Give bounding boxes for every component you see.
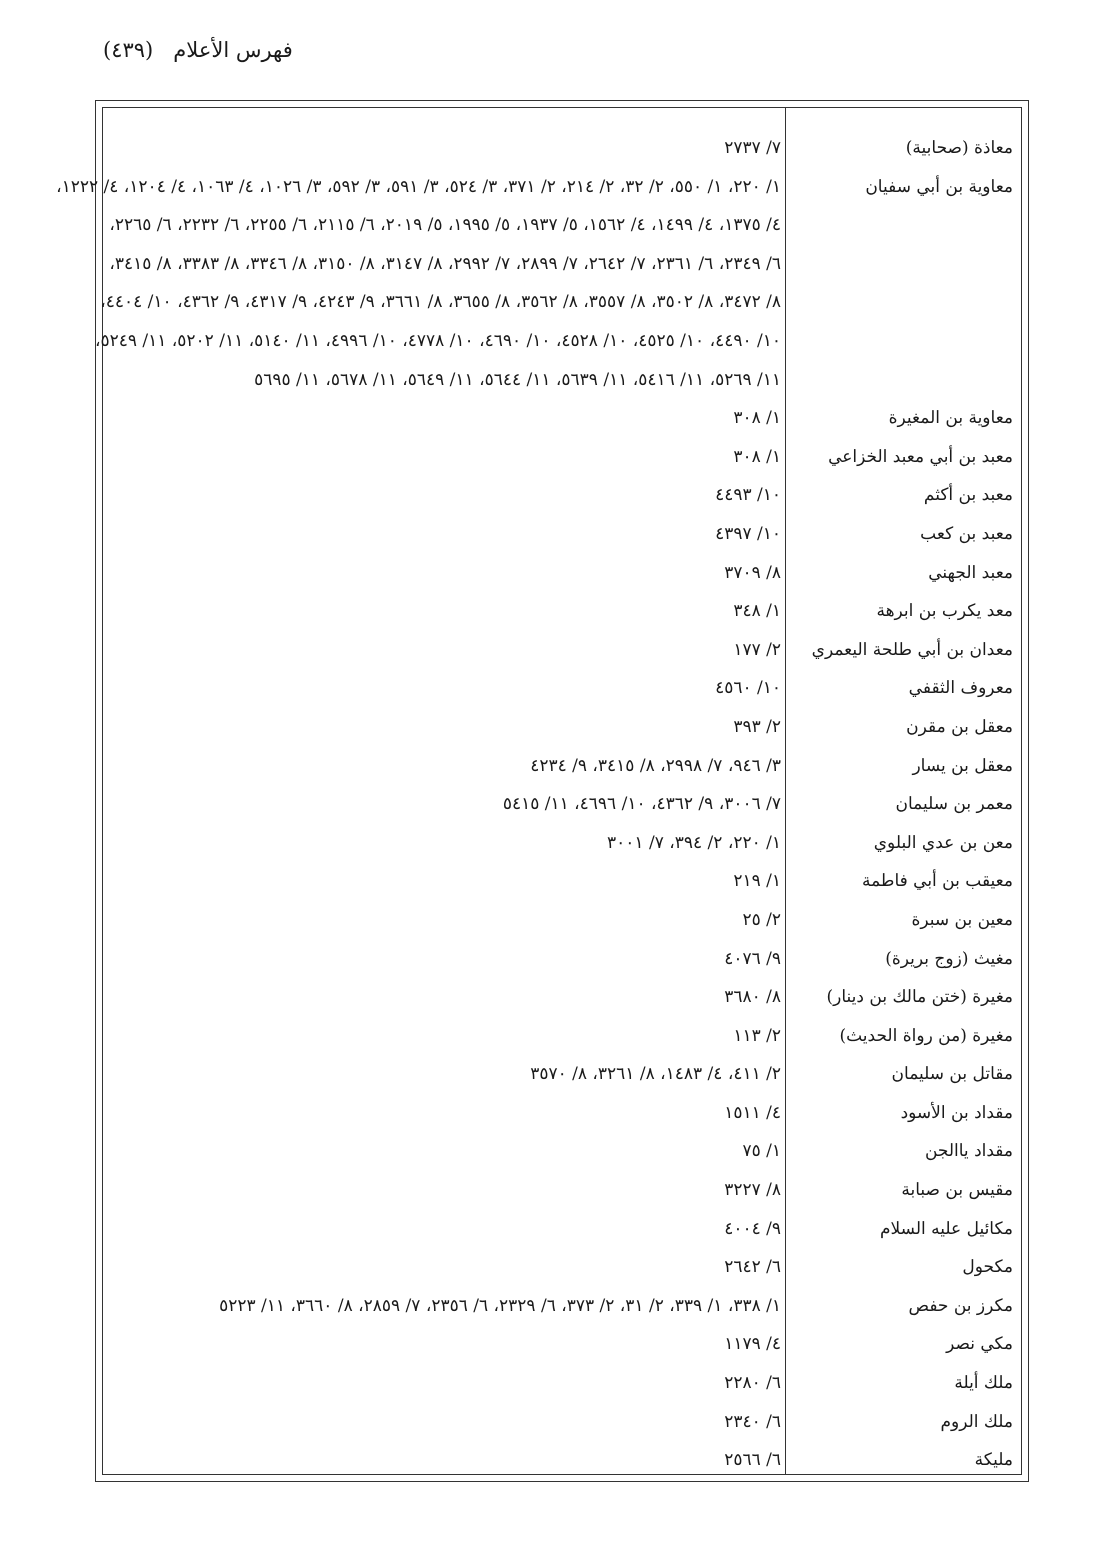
entry-name: معروف الثقفي xyxy=(908,678,1013,699)
entry-references xyxy=(103,794,781,833)
index-entry xyxy=(103,1450,1021,1489)
index-entry xyxy=(103,1257,1021,1296)
index-entry xyxy=(103,601,1021,640)
index-entry xyxy=(103,138,1021,177)
header-title: فهرس الأعلام xyxy=(173,38,293,62)
index-entry xyxy=(103,408,1021,447)
index-entry xyxy=(103,987,1021,1026)
entry-references xyxy=(56,176,781,409)
entry-name: معقل بن يسار xyxy=(912,755,1013,776)
reference-line: ١/ ٣٠٨ xyxy=(733,408,781,429)
entry-references xyxy=(103,1257,781,1296)
entry-references xyxy=(103,871,781,910)
entry-name: مليكة xyxy=(974,1450,1013,1471)
entry-references xyxy=(103,1373,781,1412)
reference-line: ٢/ ٣٩٣ xyxy=(733,716,781,737)
reference-line: ٦/ ٢٥٦٦ xyxy=(724,1450,781,1471)
index-entry xyxy=(103,756,1021,795)
entry-name: معاوية بن أبي سفيان xyxy=(865,176,1013,197)
entry-references xyxy=(103,524,781,563)
entry-name: مغيث (زوج بريرة) xyxy=(885,948,1013,969)
reference-line: ٢/ ١٧٧ xyxy=(733,639,781,660)
entry-name: معبد الجهني xyxy=(928,562,1013,583)
reference-line: ١٠/ ٤٣٩٧ xyxy=(715,523,781,544)
entry-references xyxy=(103,717,781,756)
entry-name: مكي نصر xyxy=(946,1334,1013,1355)
entry-name: معمر بن سليمان xyxy=(895,794,1013,815)
entry-references xyxy=(103,408,781,447)
reference-line: ٨/ ٣٦٨٠ xyxy=(724,987,781,1008)
index-entry xyxy=(103,1180,1021,1219)
index-entries xyxy=(56,138,1021,1489)
entry-name: مكرز بن حفص xyxy=(908,1295,1013,1316)
reference-line: ٦/ ٢٢٨٠ xyxy=(724,1373,781,1394)
index-entry xyxy=(56,176,1021,409)
reference-line: ٤/ ١٥١١ xyxy=(724,1102,781,1123)
entry-references xyxy=(103,1450,781,1489)
index-entry xyxy=(103,949,1021,988)
reference-line: ٨/ ٣٤٧٢، ٨/ ٣٥٠٢، ٨/ ٣٥٥٧، ٨/ ٣٥٦٢، ٨/ ٣٦٥٥، ٨/ ٣٦٦١، ٩/ ٤٢٤٣، ٩/ ٤٣١٧، ٩/ ٤٣٦٢، ١٠/ ٤٤٠٤، xyxy=(100,292,781,313)
reference-line: ٦/ ٢٣٤٩، ٦/ ٢٣٦١، ٧/ ٢٦٤٢، ٧/ ٢٨٩٩، ٧/ ٢٩٩٢، ٨/ ٣١٤٧، ٨/ ٣١٥٠، ٨/ ٣٣٤٦، ٨/ ٣٣٨٣، ٨/ ٣٤١٥، xyxy=(109,253,781,274)
index-entry xyxy=(103,833,1021,872)
reference-line: ٢/ ٢٥ xyxy=(742,909,781,930)
page-number: (٤٣٩) xyxy=(103,38,154,62)
reference-line: ١٠/ ٤٤٩٣ xyxy=(715,485,781,506)
entry-name: مغيرة (ختن مالك بن دينار) xyxy=(826,987,1013,1008)
reference-line: ٣/ ٩٤٦، ٧/ ٢٩٩٨، ٨/ ٣٤١٥، ٩/ ٤٢٣٤ xyxy=(530,755,781,776)
reference-line: ١/ ٢١٩ xyxy=(733,871,781,892)
index-entry xyxy=(103,794,1021,833)
index-entry xyxy=(103,1373,1021,1412)
entry-references xyxy=(103,910,781,949)
entry-name: معد يكرب بن ابرهة xyxy=(876,601,1013,622)
entry-name: معبد بن أكثم xyxy=(923,485,1013,506)
entry-references xyxy=(103,563,781,602)
entry-references xyxy=(103,1219,781,1258)
entry-name: معبد بن كعب xyxy=(920,523,1013,544)
entry-references xyxy=(103,1412,781,1451)
reference-line: ٨/ ٣٧٠٩ xyxy=(724,562,781,583)
entry-references xyxy=(103,833,781,872)
index-entry xyxy=(103,640,1021,679)
entry-name: معين بن سبرة xyxy=(911,909,1013,930)
entry-references xyxy=(103,1103,781,1142)
reference-line: ١/ ٢٢٠، ١/ ٥٥٠، ٢/ ٣٢، ٢/ ٢١٤، ٢/ ٣٧١، ٣/ ٥٢٤، ٣/ ٥٩١، ٣/ ٥٩٢، ٣/ ١٠٢٦، ٤/ ١٠٦٣، ٤/ ١٢٠٤، ٤/ ١٢٢٢، xyxy=(56,176,781,197)
entry-references xyxy=(103,987,781,1026)
running-head xyxy=(103,38,297,62)
entry-references xyxy=(103,1064,781,1103)
index-entry xyxy=(103,1296,1021,1335)
entry-references xyxy=(103,1334,781,1373)
reference-line: ١/ ٢٢٠، ٢/ ٣٩٤، ٧/ ٣٠٠١ xyxy=(607,832,781,853)
reference-line: ٢/ ٤١١، ٤/ ١٤٨٣، ٨/ ٣٢٦١، ٨/ ٣٥٧٠ xyxy=(530,1064,781,1085)
reference-line: ٩/ ٤٠٧٦ xyxy=(724,948,781,969)
entry-name: مقداد ياالجن xyxy=(924,1141,1013,1162)
reference-line: ٤/ ١١٧٩ xyxy=(724,1334,781,1355)
reference-line: ٤/ ١٣٧٥، ٤/ ١٤٩٩، ٤/ ١٥٦٢، ٥/ ١٩٣٧، ٥/ ١٩٩٥، ٥/ ٢٠١٩، ٦/ ٢١١٥، ٦/ ٢٢٥٥، ٦/ ٢٢٣٢، ٦/ ٢٢٦٥، xyxy=(109,215,781,236)
entry-name: مقيس بن صبابة xyxy=(901,1180,1013,1201)
entry-name: معبد بن أبي معبد الخزاعي xyxy=(828,446,1013,467)
entry-references xyxy=(103,138,781,177)
reference-line: ١/ ٣٤٨ xyxy=(733,601,781,622)
entry-references xyxy=(103,678,781,717)
entry-name: معيقب بن أبي فاطمة xyxy=(861,871,1013,892)
entry-name: ملك الروم xyxy=(940,1411,1013,1432)
entry-name: مقاتل بن سليمان xyxy=(891,1064,1013,1085)
reference-line: ٧/ ٢٧٣٧ xyxy=(724,138,781,158)
entry-name: معدان بن أبي طلحة اليعمري xyxy=(811,639,1013,660)
reference-line: ١/ ٧٥ xyxy=(742,1141,781,1162)
entry-references xyxy=(103,1141,781,1180)
index-entry xyxy=(103,524,1021,563)
entry-name: مقداد بن الأسود xyxy=(900,1102,1013,1123)
index-entry xyxy=(103,1064,1021,1103)
entry-references xyxy=(103,756,781,795)
entry-name: معقل بن مقرن xyxy=(906,716,1013,737)
reference-line: ٦/ ٢٣٤٠ xyxy=(724,1411,781,1432)
index-entry xyxy=(103,1026,1021,1065)
reference-line: ٢/ ١١٣ xyxy=(733,1025,781,1046)
index-entry xyxy=(103,485,1021,524)
reference-line: ١/ ٣٣٨، ١/ ٣٣٩، ٢/ ٣١، ٢/ ٣٧٣، ٦/ ٢٣٢٩، ٦/ ٢٣٥٦، ٧/ ٢٨٥٩، ٨/ ٣٦٦٠، ١١/ ٥٢٢٣ xyxy=(219,1295,781,1316)
entry-name: مكحول xyxy=(962,1257,1013,1278)
entry-name: مكائيل عليه السلام xyxy=(880,1218,1013,1239)
index-frame-inner xyxy=(56,107,1022,1475)
index-entry xyxy=(103,910,1021,949)
entry-references xyxy=(103,485,781,524)
index-entry xyxy=(103,678,1021,717)
entry-references xyxy=(103,640,781,679)
reference-line: ٧/ ٣٠٠٦، ٩/ ٤٣٦٢، ١٠/ ٤٦٩٦، ١١/ ٥٤١٥ xyxy=(502,794,781,815)
entry-references xyxy=(103,1296,781,1335)
reference-line: ٩/ ٤٠٠٤ xyxy=(724,1218,781,1239)
reference-line: ١٠/ ٤٥٦٠ xyxy=(715,678,781,699)
index-entry xyxy=(103,563,1021,602)
entry-name: مغيرة (من رواة الحديث) xyxy=(839,1025,1013,1046)
index-entry xyxy=(103,1219,1021,1258)
index-entry xyxy=(103,1412,1021,1451)
index-frame xyxy=(56,100,1029,1482)
entry-references xyxy=(103,601,781,640)
reference-line: ٦/ ٢٦٤٢ xyxy=(724,1257,781,1278)
entry-references xyxy=(103,447,781,486)
index-entry xyxy=(103,1334,1021,1373)
index-entry xyxy=(103,717,1021,756)
entry-references xyxy=(103,949,781,988)
entry-name: معن بن عدي البلوي xyxy=(873,832,1013,853)
entry-references xyxy=(103,1180,781,1219)
entry-name: معاوية بن المغيرة xyxy=(888,408,1013,429)
index-entry xyxy=(103,871,1021,910)
index-entry xyxy=(103,1141,1021,1180)
index-entry xyxy=(103,447,1021,486)
reference-line: ٨/ ٣٢٢٧ xyxy=(724,1180,781,1201)
reference-line: ١١/ ٥٢٦٩، ١١/ ٥٤١٦، ١١/ ٥٦٣٩، ١١/ ٥٦٤٤، ١١/ ٥٦٤٩، ١١/ ٥٦٧٨، ١١/ ٥٦٩٥ xyxy=(254,369,781,390)
reference-line: ١/ ٣٠٨ xyxy=(733,446,781,467)
entry-name: معاذة (صحابية) xyxy=(905,138,1013,158)
index-entry xyxy=(103,1103,1021,1142)
entry-name: ملك أيلة xyxy=(954,1373,1013,1394)
entry-references xyxy=(103,1026,781,1065)
reference-line: ١٠/ ٤٤٩٠، ١٠/ ٤٥٢٥، ١٠/ ٤٥٢٨، ١٠/ ٤٦٩٠، ١٠/ ٤٧٧٨، ١٠/ ٤٩٩٦، ١١/ ٥١٤٠، ١١/ ٥٢٠٢، ١١/ ٥٢٤٩، xyxy=(94,330,781,351)
